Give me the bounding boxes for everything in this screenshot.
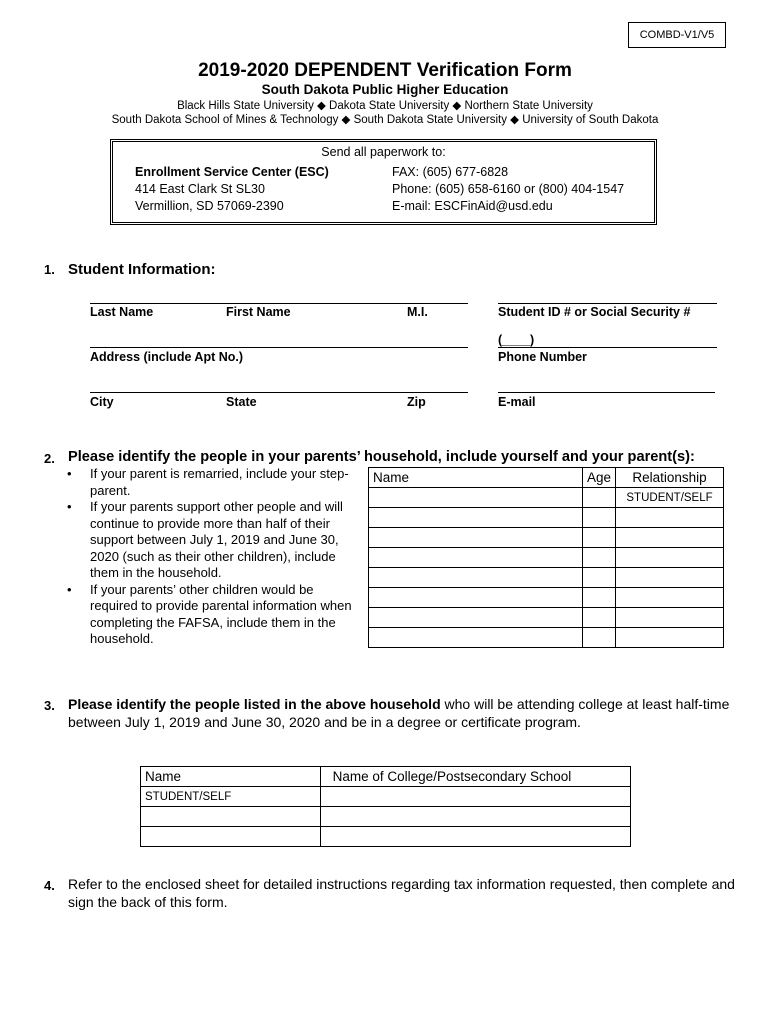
list-item [62, 582, 362, 648]
relationship-cell: STUDENT/SELF [616, 488, 724, 508]
table-row [369, 508, 724, 528]
name-cell[interactable] [369, 488, 583, 508]
first-name-label: First Name [226, 305, 291, 319]
list-item [62, 466, 362, 499]
name-cell[interactable] [141, 807, 321, 827]
esc-phone: Phone: (605) 658-6160 or (800) 404-1547 [392, 182, 625, 196]
esc-email: E-mail: ESCFinAid@usd.edu [392, 199, 553, 213]
section-1-heading: Student Information: [68, 261, 216, 278]
form-code-box [628, 22, 726, 48]
col-school-header: Name of College/Postsecondary School [320, 767, 630, 787]
age-cell[interactable] [583, 528, 616, 548]
address-line[interactable] [90, 347, 468, 348]
send-paperwork-box [110, 139, 657, 225]
name-cell[interactable] [369, 568, 583, 588]
table-row [369, 528, 724, 548]
city-state-zip-line[interactable] [90, 392, 468, 393]
table-row [369, 548, 724, 568]
table-row [369, 588, 724, 608]
bullet-icon: • [67, 581, 72, 597]
mi-label: M.I. [407, 305, 428, 319]
city-label: City [90, 395, 114, 409]
section-3-text [68, 695, 738, 731]
relationship-cell[interactable] [616, 608, 724, 628]
name-cell[interactable] [369, 548, 583, 568]
relationship-cell[interactable] [616, 628, 724, 648]
name-cell[interactable] [369, 608, 583, 628]
name-cell[interactable] [369, 588, 583, 608]
table-row [369, 568, 724, 588]
email-label: E-mail [498, 395, 536, 409]
esc-address [135, 164, 329, 215]
school-cell[interactable] [320, 787, 630, 807]
household-instructions [62, 466, 362, 648]
table-row [141, 787, 631, 807]
student-id-line[interactable] [498, 303, 717, 304]
age-cell[interactable] [583, 608, 616, 628]
form-subtitle: South Dakota Public Higher Education [261, 82, 509, 97]
bullet-icon: • [67, 466, 72, 481]
school-cell[interactable] [320, 807, 630, 827]
state-label: State [226, 395, 257, 409]
section-2-number: 2. [44, 451, 55, 466]
college-table [140, 766, 631, 847]
name-cell[interactable] [369, 628, 583, 648]
section-3-heading-rest: who will be attending college at least half-time between July 1, 2019 and June 30, 2020 and be in a degree or certificate program. [68, 696, 730, 730]
section-4-text: Refer to the enclosed sheet for detailed instructions regarding tax information requested, then complete and sign the back of this form. [68, 876, 735, 910]
table-header-row [369, 468, 724, 488]
esc-fax: FAX: (605) 677-6828 [392, 165, 509, 179]
bullet-text: If your parent is remarried, include your step-parent. [90, 466, 349, 498]
age-cell[interactable] [583, 508, 616, 528]
form-title: 2019-2020 DEPENDENT Verification Form [198, 60, 572, 81]
section-3-number: 3. [44, 698, 55, 713]
esc-office: Enrollment Service Center (ESC) [135, 165, 329, 179]
student-id-label: Student ID # or Social Security # [498, 305, 691, 319]
table-row [369, 488, 724, 508]
phone-area-code: (____) [498, 333, 535, 347]
household-table [368, 467, 724, 648]
relationship-cell[interactable] [616, 508, 724, 528]
relationship-cell[interactable] [616, 548, 724, 568]
table-row [369, 608, 724, 628]
name-cell[interactable] [141, 827, 321, 847]
esc-city: Vermillion, SD 57069-2390 [135, 199, 284, 213]
bullet-icon: • [67, 499, 72, 514]
relationship-cell[interactable] [616, 528, 724, 548]
universities-line-2: South Dakota School of Mines & Technology ◆ South Dakota State University ◆ University of South Dakota [111, 114, 659, 126]
send-heading: Send all paperwork to: [321, 145, 446, 159]
last-name-label: Last Name [90, 305, 154, 319]
section-1-number: 1. [44, 262, 55, 277]
name-cell[interactable] [369, 528, 583, 548]
esc-street: 414 East Clark St SL30 [135, 182, 265, 196]
email-line[interactable] [498, 392, 715, 393]
form-code: COMBD-V1/V5 [639, 29, 715, 41]
relationship-cell[interactable] [616, 588, 724, 608]
bullet-text: If your parents support other people and will continue to provide more than half of their support between July 1, 2019 and June 30, 2020 (such as their other children), include them in the household. [90, 499, 343, 580]
name-cell: STUDENT/SELF [141, 787, 321, 807]
age-cell[interactable] [583, 628, 616, 648]
col-relationship-header: Relationship [616, 468, 724, 488]
col-name-header: Name [369, 468, 583, 488]
age-cell[interactable] [583, 568, 616, 588]
section-3-heading: Please identify the people listed in the above household [68, 696, 441, 712]
section-4-number: 4. [44, 878, 55, 893]
phone-line[interactable] [498, 347, 717, 348]
age-cell[interactable] [583, 488, 616, 508]
phone-label: Phone Number [498, 350, 587, 364]
age-cell[interactable] [583, 548, 616, 568]
relationship-cell[interactable] [616, 568, 724, 588]
table-row [369, 628, 724, 648]
section-2-heading: Please identify the people in your parents’ household, include yourself and your parent(s): [68, 449, 695, 465]
zip-label: Zip [407, 395, 426, 409]
table-row [141, 807, 631, 827]
universities-line-1: Black Hills State University ◆ Dakota State University ◆ Northern State University [177, 100, 593, 112]
age-cell[interactable] [583, 588, 616, 608]
table-header-row [141, 767, 631, 787]
name-cell[interactable] [369, 508, 583, 528]
esc-contact [392, 164, 624, 215]
list-item [62, 499, 362, 582]
col-age-header: Age [583, 468, 616, 488]
table-row [141, 827, 631, 847]
bullet-text: If your parents’ other children would be required to provide parental information when completing the FAFSA, include them in the household. [90, 581, 352, 646]
col-name-header: Name [141, 767, 321, 787]
name-line[interactable] [90, 303, 468, 304]
address-label: Address (include Apt No.) [90, 350, 244, 364]
school-cell[interactable] [320, 827, 630, 847]
